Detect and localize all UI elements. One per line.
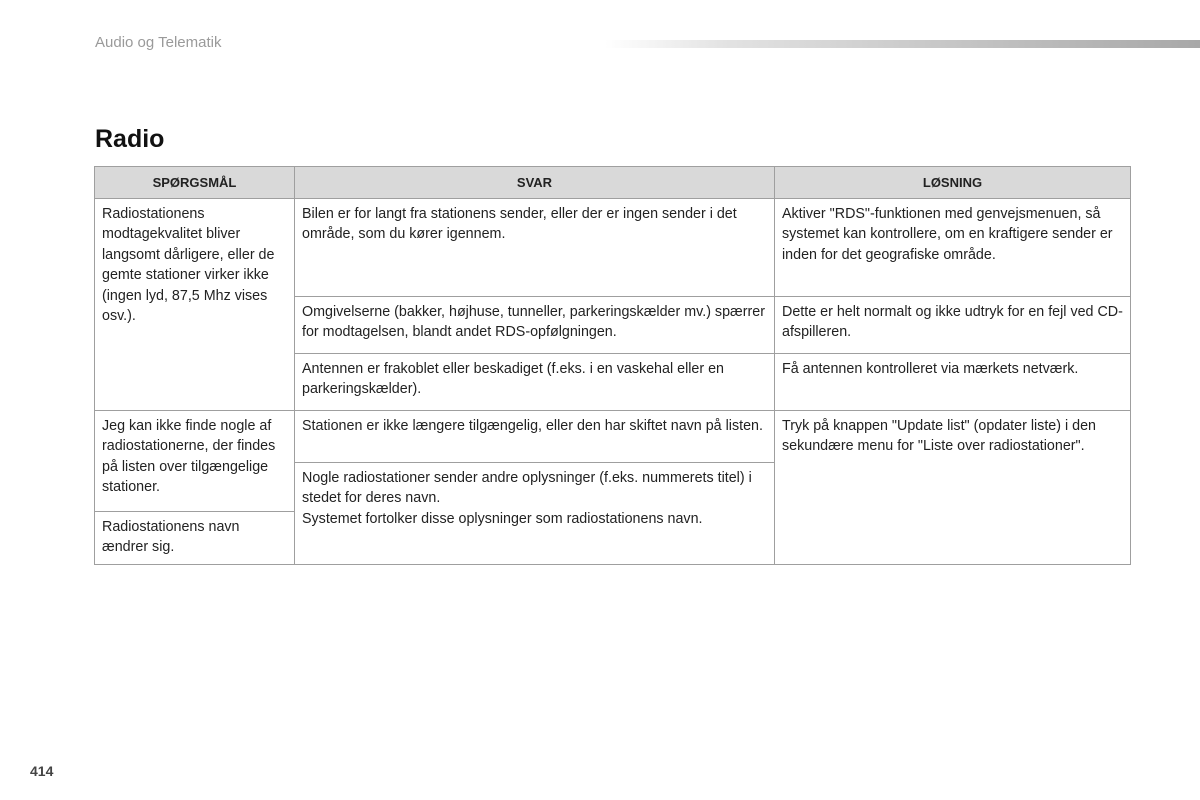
table-header-row: [95, 167, 1131, 199]
column-header-question: SPØRGSMÅL: [95, 167, 295, 199]
solution-cell: Aktiver "RDS"-funktionen med genvejsmenuen, så systemet kan kontrollere, om en kraftigere sender er inden for det geografiske område.: [775, 198, 1131, 296]
solution-cell: Tryk på knappen "Update list" (opdater liste) i den sekundære menu for "Liste over radiostationer".: [775, 410, 1131, 564]
solution-cell: Få antennen kontrolleret via mærkets netværk.: [775, 353, 1131, 410]
troubleshooting-table: [94, 166, 1131, 565]
page-number: 414: [30, 763, 54, 779]
table-row: [95, 410, 1131, 462]
solution-cell: Dette er helt normalt og ikke udtryk for en fejl ved CD-afspilleren.: [775, 296, 1131, 353]
column-header-answer: SVAR: [295, 167, 775, 199]
column-header-solution: LØSNING: [775, 167, 1131, 199]
answer-cell: Stationen er ikke længere tilgængelig, eller den har skiftet navn på listen.: [295, 410, 775, 462]
section-title: Radio: [95, 125, 165, 153]
chapter-title: Audio og Telematik: [95, 34, 222, 51]
header-gradient-bar: [605, 40, 1200, 48]
question-cell: Radiostationens modtagekvalitet bliver langsomt dårligere, eller de gemte stationer virker ikke (ingen lyd, 87,5 Mhz vises osv.).: [95, 198, 295, 410]
answer-cell: Nogle radiostationer sender andre oplysninger (f.eks. nummerets titel) i stedet for deres navn. Systemet fortolker disse oplysninger som radiostationens navn.: [295, 462, 775, 564]
question-cell: Jeg kan ikke finde nogle af radiostationerne, der findes på listen over tilgængelige stationer.: [95, 410, 295, 511]
answer-cell: Antennen er frakoblet eller beskadiget (f.eks. i en vaskehal eller en parkeringskælder).: [295, 353, 775, 410]
answer-cell: Omgivelserne (bakker, højhuse, tunneller, parkeringskælder mv.) spærrer for modtagelsen, blandt andet RDS-opfølgningen.: [295, 296, 775, 353]
answer-cell: Bilen er for langt fra stationens sender, eller der er ingen sender i det område, som du kører igennem.: [295, 198, 775, 296]
question-cell: Radiostationens navn ændrer sig.: [95, 511, 295, 564]
table-row: [95, 198, 1131, 296]
